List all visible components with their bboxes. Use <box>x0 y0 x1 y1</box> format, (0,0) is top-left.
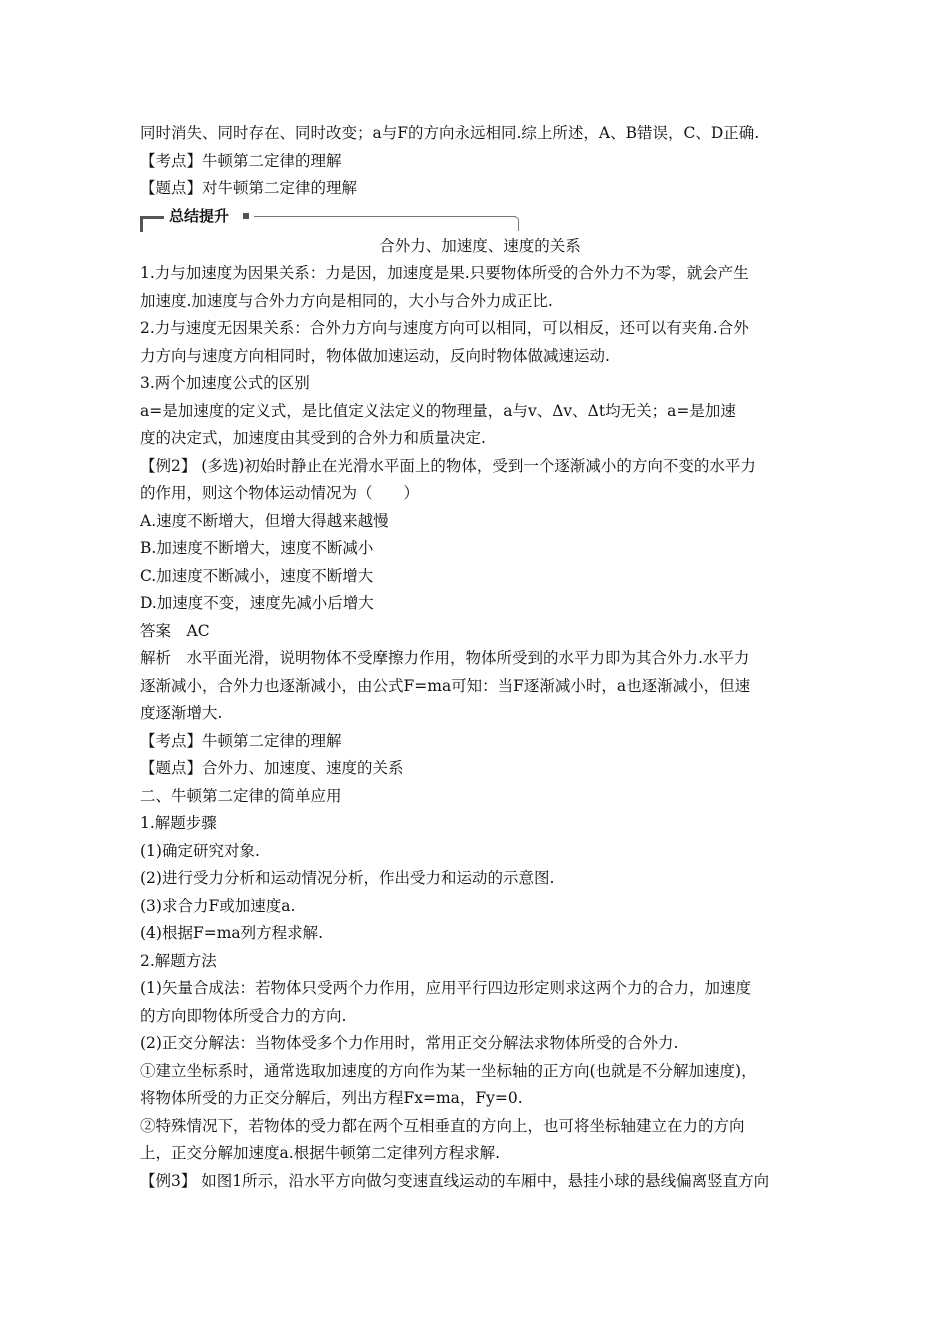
text-line: 加速度.加速度与合外力方向是相同的，大小与合外力成正比. <box>140 291 553 310</box>
summary-corner <box>510 216 519 231</box>
text-line: 将物体所受的力正交分解后，列出方程Fx=ma，Fy=0. <box>140 1089 523 1107</box>
example-2-line: 【例2】 (多选)初始时静止在光滑水平面上的物体，受到一个逐渐减小的方向不变的水平力 <box>140 456 756 475</box>
text-line: (2)进行受力分析和运动情况分析，作出受力和运动的示意图. <box>140 869 555 887</box>
option-b: B.加速度不断增大，速度不断减小 <box>140 539 374 557</box>
text-line: 度的决定式，加速度由其受到的合外力和质量决定. <box>140 429 486 447</box>
text-line: 同时消失、同时存在、同时改变；a与F的方向永远相同.综上所述，A、B错误，C、D正确. <box>140 124 760 142</box>
text-line: ②特殊情况下，若物体的受力都在两个互相垂直的方向上，也可将坐标轴建立在力的方向 <box>140 1116 745 1135</box>
square-bullet-icon <box>243 213 249 219</box>
example-3-line: 【例3】 如图1所示，沿水平方向做匀变速直线运动的车厢中，悬挂小球的悬线偏离竖直方向 <box>140 1171 770 1190</box>
tidian-line: 【题点】对牛顿第二定律的理解 <box>140 179 358 197</box>
text-line: 的作用，则这个物体运动情况为（ ） <box>140 484 420 502</box>
text-line: 上，正交分解加速度a.根据牛顿第二定律列方程求解. <box>140 1144 501 1162</box>
text-line: (1)矢量合成法：若物体只受两个力作用，应用平行四边形定则求这两个力的合力，加速度 <box>140 979 751 997</box>
analysis-line: 解析 水平面光滑，说明物体不受摩擦力作用，物体所受到的水平力即为其合外力.水平力 <box>140 649 750 667</box>
text-line: 逐渐减小，合外力也逐渐减小，由公式F=ma可知：当F逐渐减小时，a也逐渐减小，但速 <box>140 676 751 695</box>
text-line: (4)根据F=ma列方程求解. <box>140 924 324 942</box>
summary-heading: 合外力、加速度、速度的关系 <box>379 236 581 255</box>
text-line: 3.两个加速度公式的区别 <box>140 374 310 392</box>
text-line: ①建立坐标系时，通常选取加速度的方向作为某一坐标轴的正方向(也就是不分解加速度)， <box>140 1061 757 1080</box>
option-d: D.加速度不变，速度先减小后增大 <box>140 594 374 612</box>
text-line: 2.解题方法 <box>140 951 217 970</box>
summary-title: 总结提升 <box>165 205 233 227</box>
divider <box>254 216 516 217</box>
text-line: 2.力与速度无因果关系：合外力方向与速度方向可以相同，可以相反，还可以有夹角.合外 <box>140 319 749 337</box>
text-line: 1.力与加速度为因果关系：力是因，加速度是果.只要物体所受的合外力不为零，就会产生 <box>140 264 749 282</box>
text-line: (1)确定研究对象. <box>140 841 260 860</box>
text-line: a=是加速度的定义式，是比值定义法定义的物理量，a与v、Δv、Δt均无关；a=是加速 <box>140 401 736 420</box>
kaodian-line: 【考点】牛顿第二定律的理解 <box>140 151 342 170</box>
text-line: 力方向与速度方向相同时，物体做加速运动，反向时物体做减速运动. <box>140 346 610 365</box>
section-heading: 二、牛顿第二定律的简单应用 <box>140 786 342 805</box>
kaodian-line: 【考点】牛顿第二定律的理解 <box>140 731 342 750</box>
summary-bracket-icon <box>140 216 164 219</box>
document-page <box>140 120 820 1195</box>
text-line: (2)正交分解法：当物体受多个力作用时，常用正交分解法求物体所受的合外力. <box>140 1034 679 1052</box>
text-line: 度逐渐增大. <box>140 704 223 722</box>
text-line: (3)求合力F或加速度a. <box>140 896 296 915</box>
text-line: 1.解题步骤 <box>140 814 217 832</box>
text-line: 的方向即物体所受合力的方向. <box>140 1006 347 1025</box>
answer-line: 答案 AC <box>140 621 210 640</box>
tidian-line: 【题点】合外力、加速度、速度的关系 <box>140 759 404 777</box>
summary-header <box>140 205 820 233</box>
option-a: A.速度不断增大，但增大得越来越慢 <box>140 511 389 530</box>
option-c: C.加速度不断减小，速度不断增大 <box>140 566 374 585</box>
